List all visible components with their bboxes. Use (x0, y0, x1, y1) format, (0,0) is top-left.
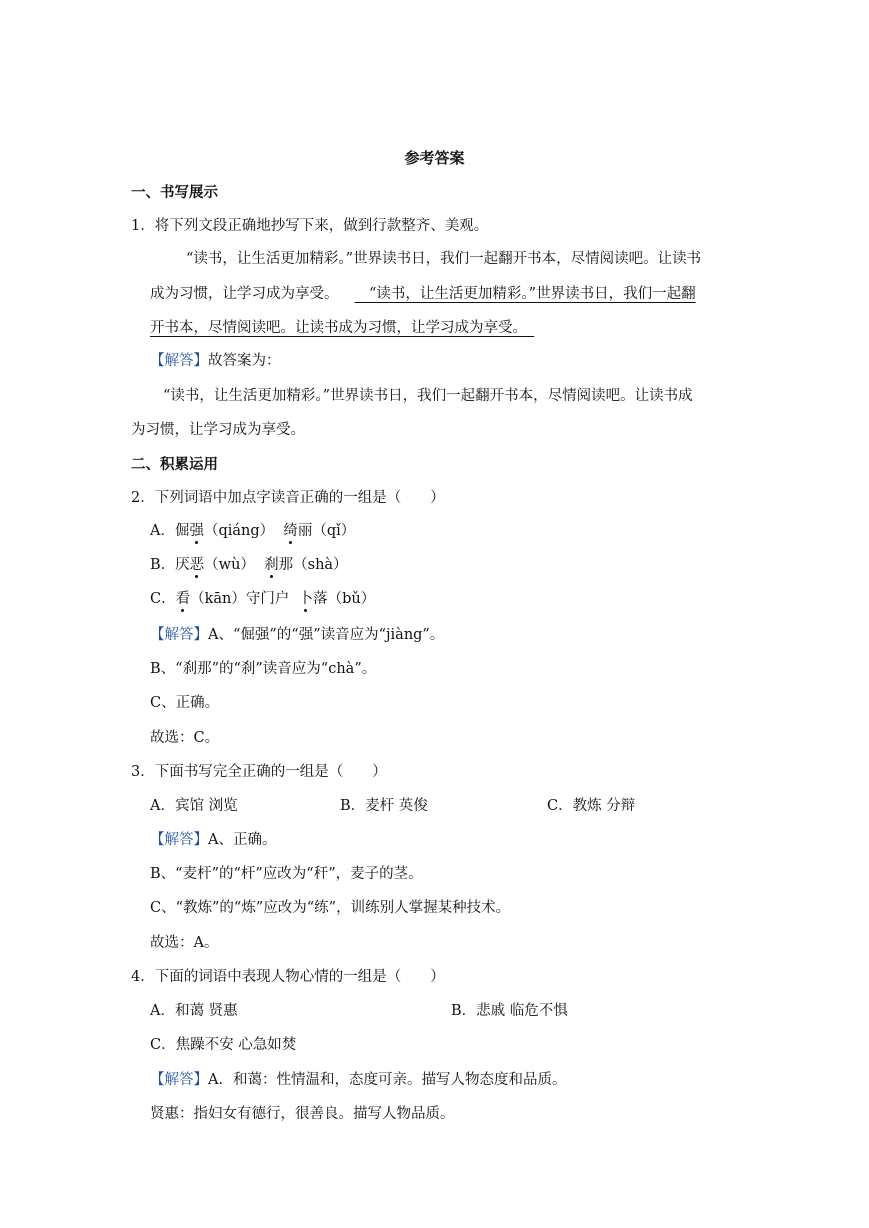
section-heading-writing: 一、书写展示 (131, 184, 218, 201)
dotted-character: 看 (175, 591, 191, 607)
question-1-answer-line1: “读书，让生活更加精彩。”世界读书日，我们一起翻开书本，尽情阅读吧。让读书成 (163, 388, 693, 404)
question-3-stem: 3．下面书写完全正确的一组是（ ） (131, 764, 387, 780)
option-text: （qiáng） (203, 523, 284, 539)
question-1-passage-line3 (150, 318, 534, 338)
question-1-answer (150, 351, 281, 371)
question-4-option-c: C．焦躁不安 心急如焚 (150, 1037, 297, 1053)
question-3-answer-final: 故选：A。 (150, 935, 219, 951)
question-4-option-b: B．悲戚 临危不惧 (451, 1003, 568, 1019)
dotted-character: 恶 (189, 557, 205, 573)
dotted-character: 卜 (298, 591, 314, 607)
option-text: （kān）守门户 (190, 591, 299, 607)
option-text: B．厌 (150, 557, 190, 573)
answer-tag: 【解答】 (150, 1072, 208, 1088)
dotted-character: 刹 (264, 557, 279, 573)
page-title: 参考答案 (404, 149, 465, 167)
question-2-answer-final: 故选：C。 (150, 730, 220, 746)
question-3-option-a: A．宾馆 浏览 (150, 798, 238, 814)
option-text: 那（shà） (278, 557, 348, 573)
question-2-answer-c: C、正确。 (150, 695, 220, 711)
question-3-option-b: B．麦杆 英俊 (340, 798, 428, 814)
dotted-character: 绮 (283, 523, 298, 539)
question-4-stem: 4．下面的词语中表现人物心情的一组是（ ） (131, 969, 445, 985)
question-1-passage-line1: “读书，让生活更加精彩。”世界读书日，我们一起翻开书本，尽情阅读吧。让读书 (186, 251, 702, 267)
question-3-answer (150, 830, 276, 850)
question-1-stem: 1．将下列文段正确地抄写下来，做到行款整齐、美观。 (131, 218, 489, 234)
question-4-answer (150, 1070, 566, 1090)
option-text: 落（bǔ） (313, 591, 376, 607)
question-1-answer-line2: 为习惯，让学习成为享受。 (131, 422, 305, 438)
passage-plain-text: 成为习惯，让学习成为享受。 (150, 286, 339, 302)
answer-tag: 【解答】 (150, 627, 208, 643)
question-1-passage-line2 (150, 284, 696, 304)
answer-intro: 故答案为： (208, 353, 281, 369)
question-2-answer-b: B、“刹那”的“刹”读音应为“chà”。 (150, 661, 377, 677)
option-text: C． (150, 591, 176, 607)
answer-tag: 【解答】 (150, 353, 208, 369)
question-2-option-c (150, 589, 375, 609)
question-3-answer-c: C、“教炼”的“炼”应改为“练”，训练别人掌握某种技术。 (150, 900, 511, 916)
answer-tag: 【解答】 (150, 832, 208, 848)
section-heading-accumulation: 二、积累运用 (131, 456, 218, 473)
option-text: 丽（qǐ） (297, 523, 356, 539)
question-2-option-a (150, 521, 355, 541)
answer-text: A、正确。 (208, 832, 277, 848)
question-3-answer-b: B、“麦杆”的“杆”应改为“秆”，麦子的茎。 (150, 866, 423, 882)
question-2-stem: 2．下列词语中加点字读音正确的一组是（ ） (131, 490, 445, 506)
option-text: A．倔 (150, 523, 190, 539)
copied-answer-line1: “读书，让生活更加精彩。”世界读书日，我们一起翻 (354, 286, 696, 302)
dotted-character: 强 (189, 523, 204, 539)
answer-text: A、“倔强”的“强”读音应为“jiàng”。 (208, 627, 445, 643)
copied-answer-line2: 开书本，尽情阅读吧。让读书成为习惯，让学习成为享受。 (150, 320, 535, 336)
question-4-answer-a2: 贤惠：指妇女有德行，很善良。描写人物品质。 (150, 1106, 455, 1122)
answer-text: A．和蔼：性情温和，态度可亲。描写人物态度和品质。 (208, 1072, 567, 1088)
question-3-option-c: C．教炼 分辩 (547, 798, 636, 814)
question-2-answer (150, 625, 444, 645)
question-4-option-a: A．和蔼 贤惠 (150, 1003, 238, 1019)
option-text: （wù） (204, 557, 265, 573)
question-2-option-b (150, 555, 348, 575)
